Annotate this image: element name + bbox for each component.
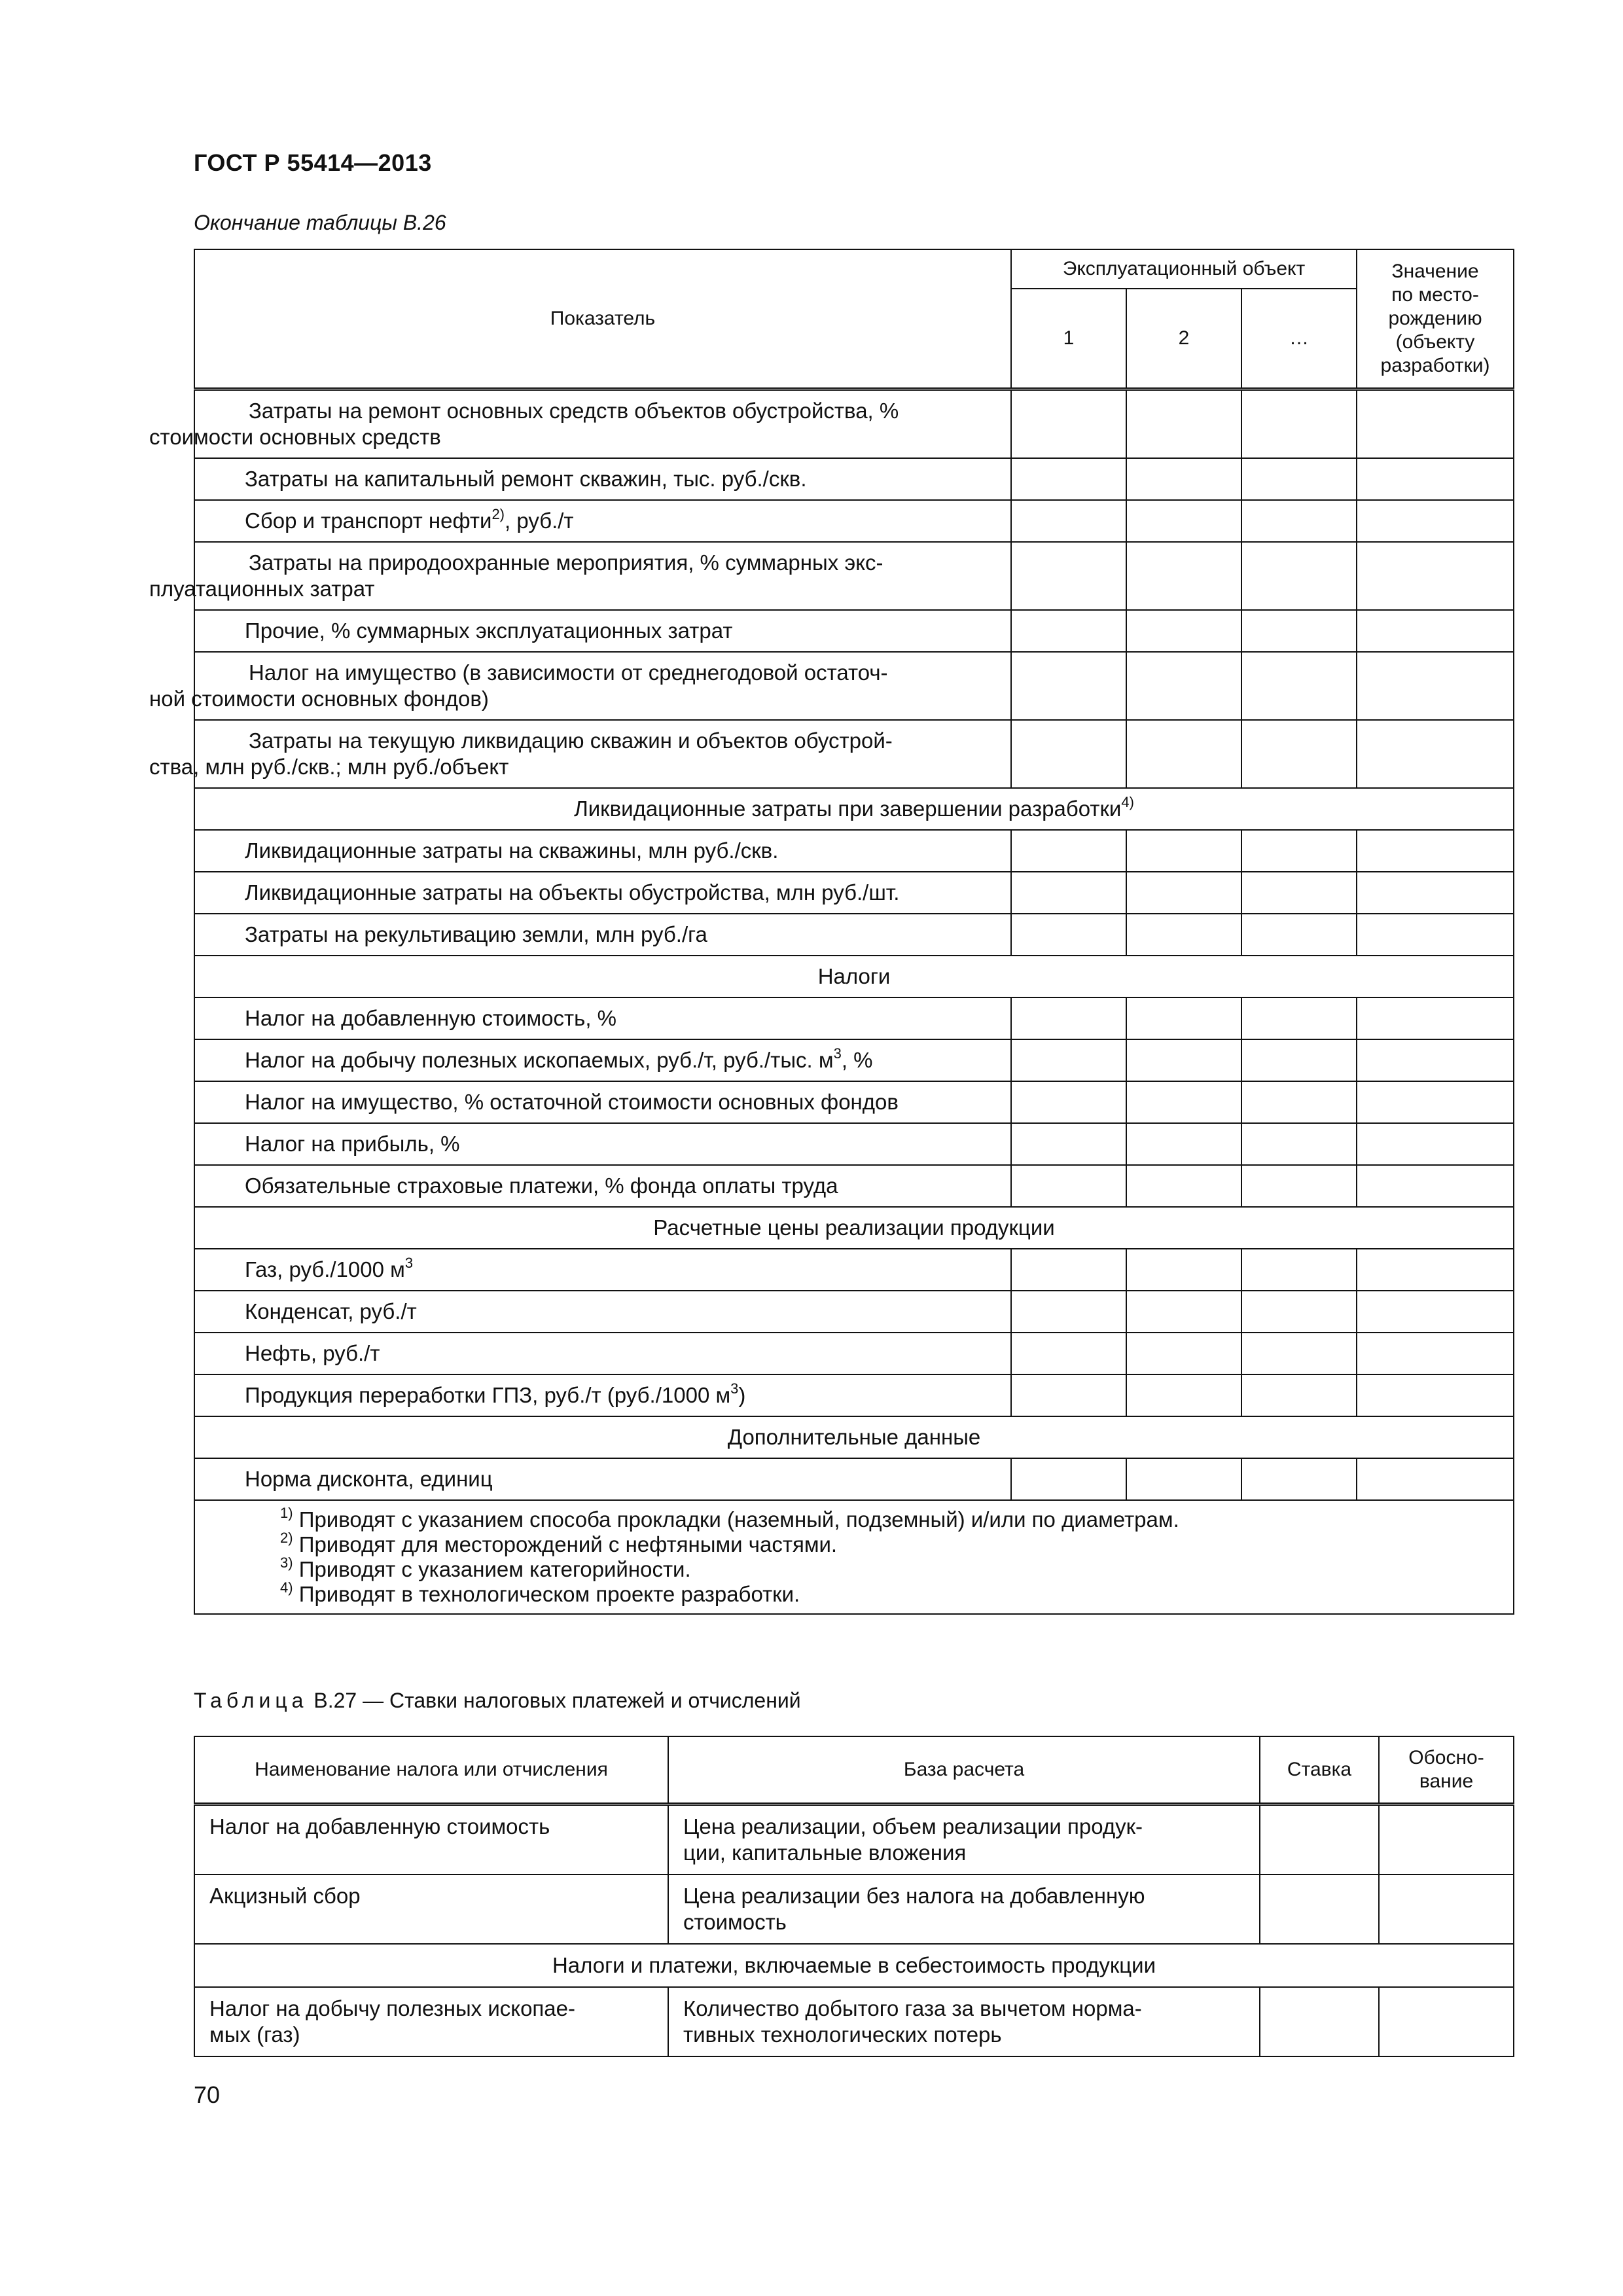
tax-name-cell: Акцизный сбор [194, 1874, 668, 1944]
table-row [194, 1458, 1514, 1500]
justification-cell [1379, 1804, 1514, 1875]
section-sales-prices: Расчетные цены реализации продукции [194, 1207, 1514, 1249]
value-cell [1241, 1333, 1357, 1374]
header-rate: Ставка [1260, 1736, 1379, 1804]
value-cell [1126, 1039, 1241, 1081]
row-label: Налог на имущество, % остаточной стоимости основных фондов [194, 1081, 1011, 1123]
footnotes [194, 1500, 1514, 1614]
value-cell [1011, 500, 1126, 542]
row-label: Затраты на рекультивацию земли, млн руб./га [194, 914, 1011, 956]
table-row [194, 458, 1514, 500]
table-row [194, 542, 1514, 610]
value-cell [1357, 389, 1514, 459]
table-row [194, 720, 1514, 788]
table-27 [194, 1736, 1514, 2057]
header-object-more: … [1241, 289, 1357, 389]
table-row [194, 1039, 1514, 1081]
table-row [194, 830, 1514, 872]
value-cell [1357, 458, 1514, 500]
value-cell [1357, 1249, 1514, 1291]
row-label: Затраты на капитальный ремонт скважин, тыс. руб./скв. [194, 458, 1011, 500]
header-tax-name: Наименование налога или отчисления [194, 1736, 668, 1804]
value-cell [1011, 720, 1126, 788]
value-cell [1241, 997, 1357, 1039]
value-cell [1011, 1081, 1126, 1123]
header-operational-object: Эксплуатационный объект [1011, 249, 1357, 289]
value-cell [1241, 1291, 1357, 1333]
value-cell [1126, 389, 1241, 459]
rate-cell [1260, 1874, 1379, 1944]
table-row [194, 652, 1514, 720]
header-calculation-base: База расчета [668, 1736, 1260, 1804]
value-cell [1241, 872, 1357, 914]
value-cell [1011, 652, 1126, 720]
section-cost-included-taxes: Налоги и платежи, включаемые в себестоимость продукции [194, 1944, 1514, 1987]
calculation-base-cell: Количество добытого газа за вычетом норма- тивных технологических потерь [668, 1987, 1260, 2056]
value-cell [1357, 1333, 1514, 1374]
value-cell [1126, 500, 1241, 542]
table-row [194, 500, 1514, 542]
table-row [194, 1123, 1514, 1165]
value-cell [1011, 830, 1126, 872]
row-label: Налог на добычу полезных ископаемых, руб./т, руб./тыс. $м^3$, % [194, 1039, 1011, 1081]
value-cell [1357, 997, 1514, 1039]
value-cell [1357, 500, 1514, 542]
row-label: Продукция переработки ГПЗ, руб./т (руб./1000 $м^3$) [194, 1374, 1011, 1416]
justification-cell [1379, 1987, 1514, 2056]
value-cell [1126, 1165, 1241, 1207]
row-label: Сбор и транспорт нефти$^{2)}$, руб./т [194, 500, 1011, 542]
value-cell [1011, 872, 1126, 914]
table-row [194, 1081, 1514, 1123]
section-taxes: Налоги [194, 956, 1514, 997]
value-cell [1241, 1249, 1357, 1291]
row-label: Налог на прибыль, % [194, 1123, 1011, 1165]
row-label: Обязательные страховые платежи, % фонда оплаты труда [194, 1165, 1011, 1207]
row-label: Нефть, руб./т [194, 1333, 1011, 1374]
row-label: Прочие, % суммарных эксплуатационных затрат [194, 610, 1011, 652]
value-cell [1357, 542, 1514, 610]
table-27-caption: Таблица В.27 — Ставки налоговых платежей и отчислений [194, 1689, 801, 1712]
value-cell [1126, 652, 1241, 720]
row-label: Налог на добавленную стоимость, % [194, 997, 1011, 1039]
table-26-continuation-caption: Окончание таблицы В.26 [194, 211, 446, 234]
row-label: Газ, руб./1000 $м^3$ [194, 1249, 1011, 1291]
table-row [194, 1874, 1514, 1944]
footnote: $^{3)}$ Приводят с указанием категорийности. [280, 1554, 691, 1581]
value-cell [1357, 1291, 1514, 1333]
value-cell [1357, 1039, 1514, 1081]
value-cell [1241, 389, 1357, 459]
rate-cell [1260, 1987, 1379, 2056]
value-cell [1011, 1165, 1126, 1207]
value-cell [1241, 914, 1357, 956]
table-row [194, 872, 1514, 914]
value-cell [1126, 1333, 1241, 1374]
value-cell [1011, 1291, 1126, 1333]
tax-name-cell: Налог на добычу полезных ископае- мых (газ) [194, 1987, 668, 2056]
document-title: ГОСТ Р 55414—2013 [194, 149, 432, 176]
value-cell [1241, 610, 1357, 652]
value-cell [1357, 872, 1514, 914]
value-cell [1011, 458, 1126, 500]
row-label: Ликвидационные затраты на объекты обустройства, млн руб./шт. [194, 872, 1011, 914]
table-row [194, 997, 1514, 1039]
value-cell [1011, 389, 1126, 459]
value-cell [1357, 830, 1514, 872]
header-justification: Обосно- вание [1379, 1736, 1514, 1804]
row-label: Затраты на текущую ликвидацию скважин и объектов обустрой- ства, млн руб./скв.; млн руб./объект [194, 720, 1011, 788]
footnote: $^{2)}$ Приводят для месторождений с нефтяными частями. [280, 1530, 838, 1556]
value-cell [1126, 458, 1241, 500]
value-cell [1126, 1249, 1241, 1291]
value-cell [1357, 1123, 1514, 1165]
header-indicator: Показатель [194, 249, 1011, 389]
value-cell [1126, 1123, 1241, 1165]
value-cell [1357, 1374, 1514, 1416]
justification-cell [1379, 1874, 1514, 1944]
footnote: $^{4)}$ Приводят в технологическом проекте разработки. [280, 1579, 800, 1606]
value-cell [1126, 542, 1241, 610]
table-row [194, 1987, 1514, 2056]
value-cell [1011, 1039, 1126, 1081]
value-cell [1011, 610, 1126, 652]
table-row [194, 1165, 1514, 1207]
value-cell [1357, 1081, 1514, 1123]
table-26 [149, 249, 1514, 1615]
value-cell [1357, 914, 1514, 956]
value-cell [1126, 1291, 1241, 1333]
value-cell [1357, 652, 1514, 720]
section-row [194, 1944, 1514, 1987]
section-row [194, 1207, 1514, 1249]
row-label: Норма дисконта, единиц [194, 1458, 1011, 1500]
table-row [194, 1291, 1514, 1333]
value-cell [1011, 1374, 1126, 1416]
section-row [194, 1416, 1514, 1458]
value-cell [1357, 720, 1514, 788]
value-cell [1126, 914, 1241, 956]
value-cell [1241, 500, 1357, 542]
header-object-1: 1 [1011, 289, 1126, 389]
table-row [194, 610, 1514, 652]
row-label: Ликвидационные затраты на скважины, млн руб./скв. [194, 830, 1011, 872]
value-cell [1126, 610, 1241, 652]
value-cell [1011, 1249, 1126, 1291]
value-cell [1241, 652, 1357, 720]
value-cell [1011, 542, 1126, 610]
value-cell [1241, 1039, 1357, 1081]
value-cell [1011, 1123, 1126, 1165]
value-cell [1241, 1458, 1357, 1500]
value-cell [1126, 1374, 1241, 1416]
tax-name-cell: Налог на добавленную стоимость [194, 1804, 668, 1875]
value-cell [1241, 1374, 1357, 1416]
table-row [194, 389, 1514, 459]
header-object-2: 2 [1126, 289, 1241, 389]
table-row [194, 1804, 1514, 1875]
value-cell [1357, 610, 1514, 652]
table-row [194, 914, 1514, 956]
page-number: 70 [194, 2081, 221, 2108]
value-cell [1241, 720, 1357, 788]
footnotes-row [194, 1500, 1514, 1614]
value-cell [1241, 542, 1357, 610]
section-liquidation-costs: Ликвидационные затраты при завершении разработки$^{4)}$ [194, 788, 1514, 830]
calculation-base-cell: Цена реализации без налога на добавленную стоимость [668, 1874, 1260, 1944]
value-cell [1011, 914, 1126, 956]
value-cell [1126, 830, 1241, 872]
value-cell [1241, 830, 1357, 872]
table-row [194, 1374, 1514, 1416]
value-cell [1126, 720, 1241, 788]
row-label: Конденсат, руб./т [194, 1291, 1011, 1333]
value-cell [1126, 872, 1241, 914]
value-cell [1011, 1458, 1126, 1500]
value-cell [1126, 1081, 1241, 1123]
section-additional-data: Дополнительные данные [194, 1416, 1514, 1458]
value-cell [1011, 1333, 1126, 1374]
value-cell [1241, 1165, 1357, 1207]
footnote: $^{1)}$ Приводят с указанием способа прокладки (наземный, подземный) и/или по диаметрам. [280, 1505, 1179, 1532]
value-cell [1241, 1123, 1357, 1165]
row-label: Затраты на природоохранные мероприятия, % суммарных экс- плуатационных затрат [194, 542, 1011, 610]
value-cell [1241, 458, 1357, 500]
value-cell [1241, 1081, 1357, 1123]
row-label: Затраты на ремонт основных средств объектов обустройства, % стоимости основных средств [194, 389, 1011, 459]
section-row [194, 956, 1514, 997]
table-row [194, 1249, 1514, 1291]
value-cell [1011, 997, 1126, 1039]
value-cell [1357, 1165, 1514, 1207]
value-cell [1126, 1458, 1241, 1500]
calculation-base-cell: Цена реализации, объем реализации продук- ции, капитальные вложения [668, 1804, 1260, 1875]
rate-cell [1260, 1804, 1379, 1875]
value-cell [1126, 997, 1241, 1039]
table-row [194, 1333, 1514, 1374]
value-cell [1357, 1458, 1514, 1500]
section-row [194, 788, 1514, 830]
header-field-value: Значение по место- рождению (объекту разработки) [1357, 249, 1514, 389]
row-label: Налог на имущество (в зависимости от среднегодовой остаточ- ной стоимости основных фондов) [194, 652, 1011, 720]
